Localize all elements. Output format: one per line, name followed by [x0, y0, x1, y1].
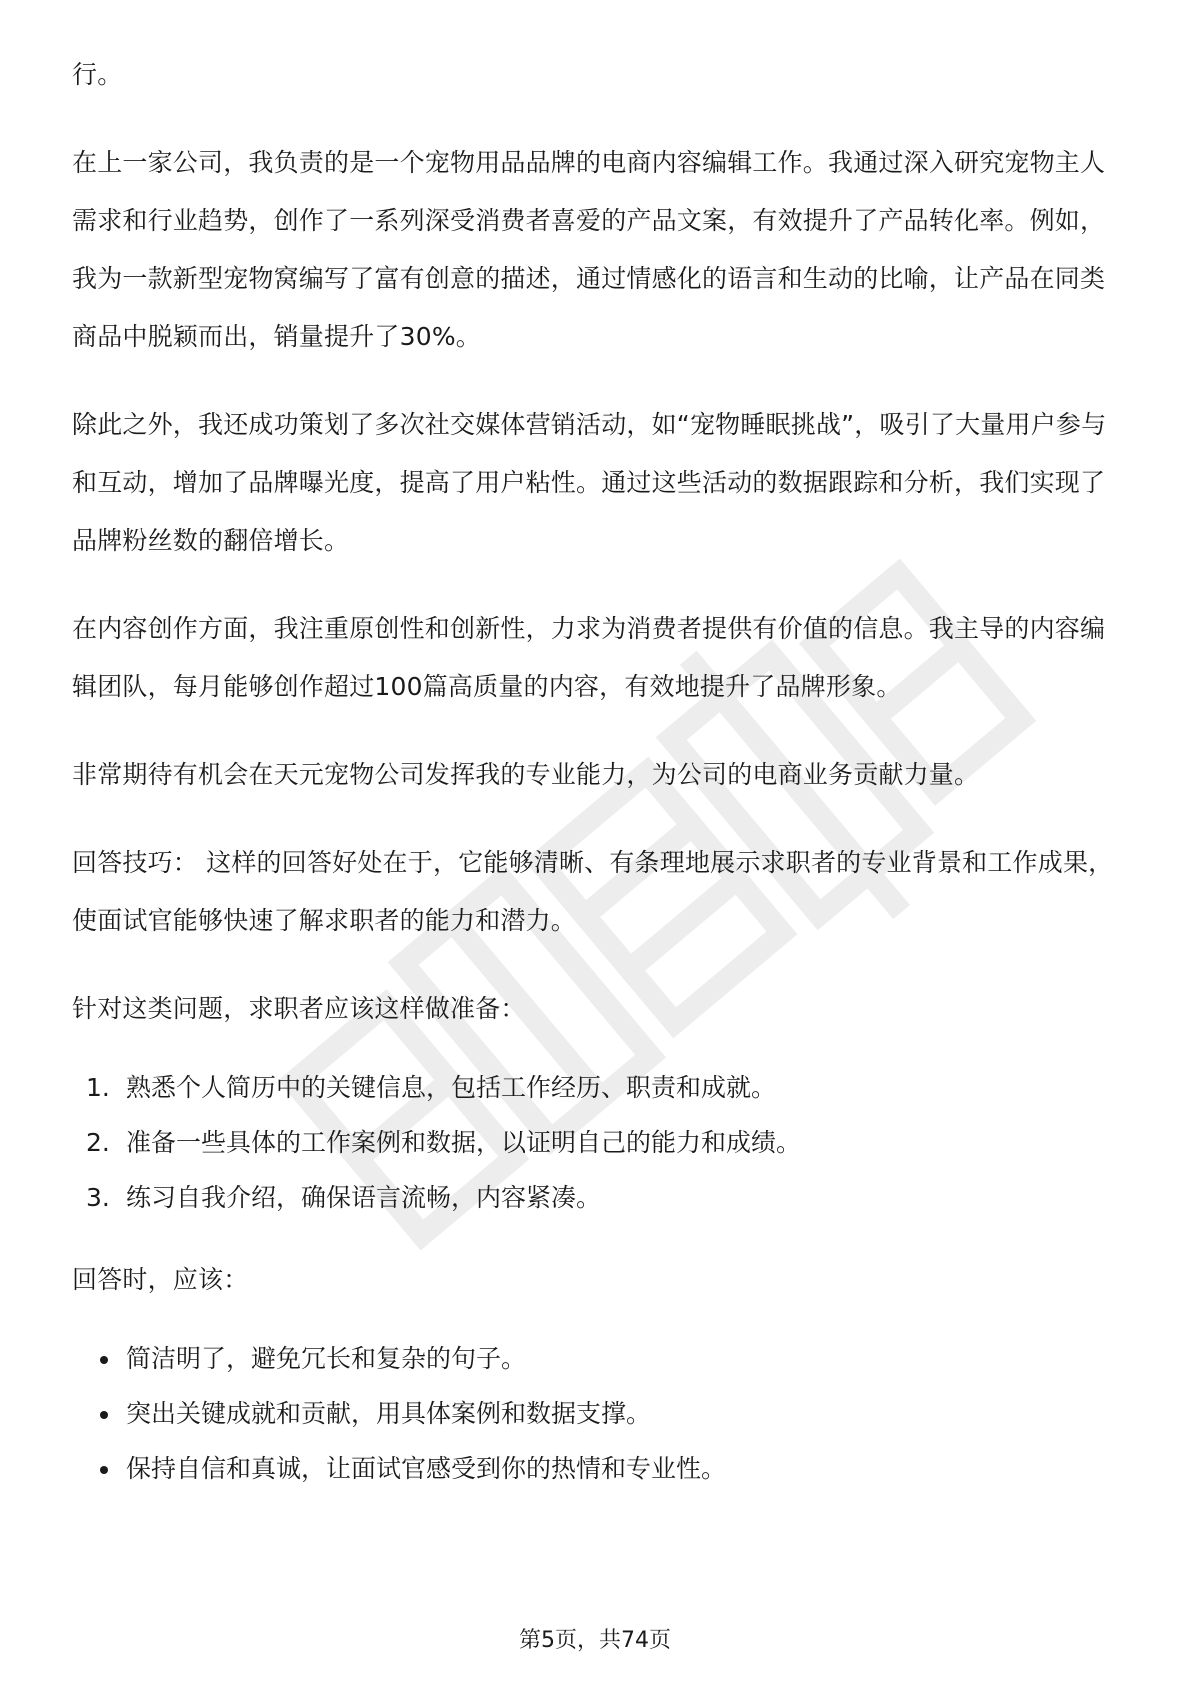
- list-number: 3.: [86, 1183, 110, 1212]
- list-item: [72, 1115, 1122, 1170]
- list-item-text: 突出关键成就和贡献，用具体案例和数据支撑。: [126, 1399, 652, 1428]
- bullet-icon: [100, 1466, 108, 1474]
- paragraph-preparation-intro: 针对这类问题，求职者应该这样做准备：: [72, 994, 526, 1023]
- bullet-icon: [100, 1356, 108, 1364]
- list-item: [72, 1060, 1122, 1115]
- list-item-text: 简洁明了，避免冗长和复杂的句子。: [126, 1344, 527, 1373]
- paragraph-answer-tip: 回答技巧： 这样的回答好处在于，它能够清晰、有条理地展示求职者的专业背景和工作成果，使面试官能够快速了解求职者的能力和潜力。: [72, 848, 1114, 935]
- preparation-list: [72, 1060, 1122, 1225]
- document-body: [72, 46, 1122, 1496]
- list-item-text: 保持自信和真诚，让面试官感受到你的热情和专业性。: [126, 1454, 727, 1483]
- list-item-text: 熟悉个人简历中的关键信息，包括工作经历、职责和成就。: [126, 1073, 777, 1102]
- list-item-text: 准备一些具体的工作案例和数据，以证明自己的能力和成绩。: [126, 1128, 802, 1157]
- paragraph-social-campaign: 除此之外，我还成功策划了多次社交媒体营销活动，如“宠物睡眠挑战”，吸引了大量用户参与和互动，增加了品牌曝光度，提高了用户粘性。通过这些活动的数据跟踪和分析，我们实现了品牌粉丝数的翻倍增长。: [72, 410, 1107, 555]
- list-item-text: 练习自我介绍，确保语言流畅，内容紧凑。: [126, 1183, 602, 1212]
- paragraph-content-creation: 在内容创作方面，我注重原创性和创新性，力求为消费者提供有价值的信息。我主导的内容编辑团队，每月能够创作超过100篇高质量的内容，有效地提升了品牌形象。: [72, 614, 1106, 701]
- answer-tips-list: [72, 1331, 1122, 1496]
- list-number: 1.: [86, 1073, 110, 1102]
- page-number-footer: 第5页，共74页: [519, 1628, 671, 1653]
- list-item: [72, 1331, 1122, 1386]
- paragraph-previous-job: 在上一家公司，我负责的是一个宠物用品品牌的电商内容编辑工作。我通过深入研究宠物主人需求和行业趋势，创作了一系列深受消费者喜爱的产品文案，有效提升了产品转化率。例如，我为一款新型宠物窝编写了富有创意的描述，通过情感化的语言和生动的比喻，让产品在同类商品中脱颖而出，销量提升了30%。: [72, 148, 1106, 351]
- paragraph-closing: 非常期待有机会在天元宠物公司发挥我的专业能力，为公司的电商业务贡献力量。: [72, 760, 980, 789]
- list-number: 2.: [86, 1128, 110, 1157]
- paragraph-answer-intro: 回答时，应该：: [72, 1265, 249, 1294]
- paragraph-continuation: 行。: [72, 60, 123, 89]
- list-item: [72, 1170, 1122, 1225]
- list-item: [72, 1386, 1122, 1441]
- bullet-icon: [100, 1411, 108, 1419]
- list-item: [72, 1441, 1122, 1496]
